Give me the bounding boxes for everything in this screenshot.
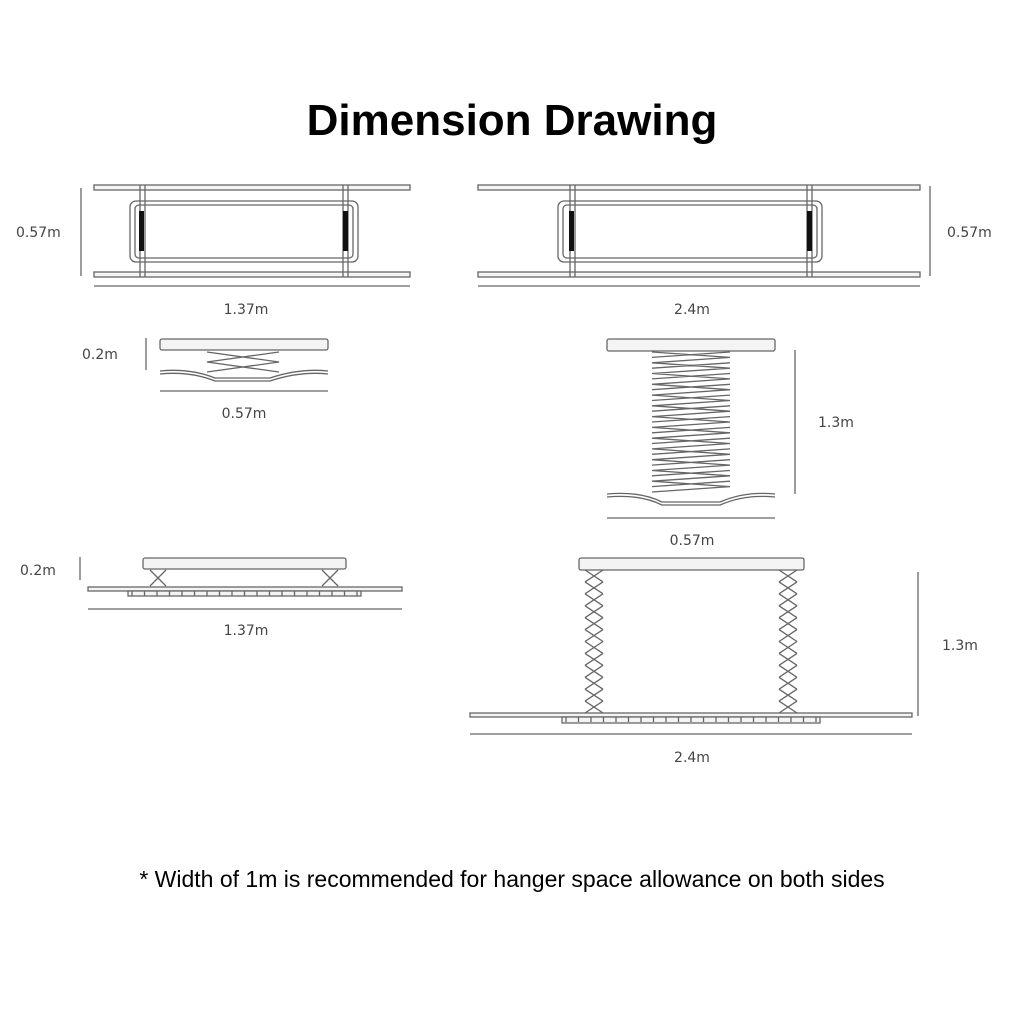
footnote: * Width of 1m is recommended for hanger space allowance on both sides: [139, 866, 885, 892]
top-small-width-label: 1.37m: [223, 302, 269, 318]
front-closed-height-label: 0.2m: [20, 563, 56, 579]
side-view-closed: [146, 338, 328, 391]
side-view-open: [607, 339, 795, 518]
top-large-depth-label: 0.57m: [947, 225, 992, 241]
top-view-small: [81, 185, 410, 286]
top-large-width-label: 2.4m: [674, 302, 710, 318]
side-open-height-label: 1.3m: [818, 415, 854, 431]
front-view-closed: [80, 557, 402, 609]
front-open-width-label: 2.4m: [674, 750, 710, 766]
side-closed-height-label: 0.2m: [82, 347, 118, 363]
front-view-open: [470, 558, 918, 734]
front-open-height-label: 1.3m: [942, 638, 978, 654]
top-view-large: [478, 185, 930, 286]
side-open-width-label: 0.57m: [669, 533, 715, 549]
top-small-depth-label: 0.57m: [16, 225, 61, 241]
front-closed-width-label: 1.37m: [223, 623, 269, 639]
side-closed-width-label: 0.57m: [221, 406, 267, 422]
page-title: Dimension Drawing: [306, 96, 718, 145]
